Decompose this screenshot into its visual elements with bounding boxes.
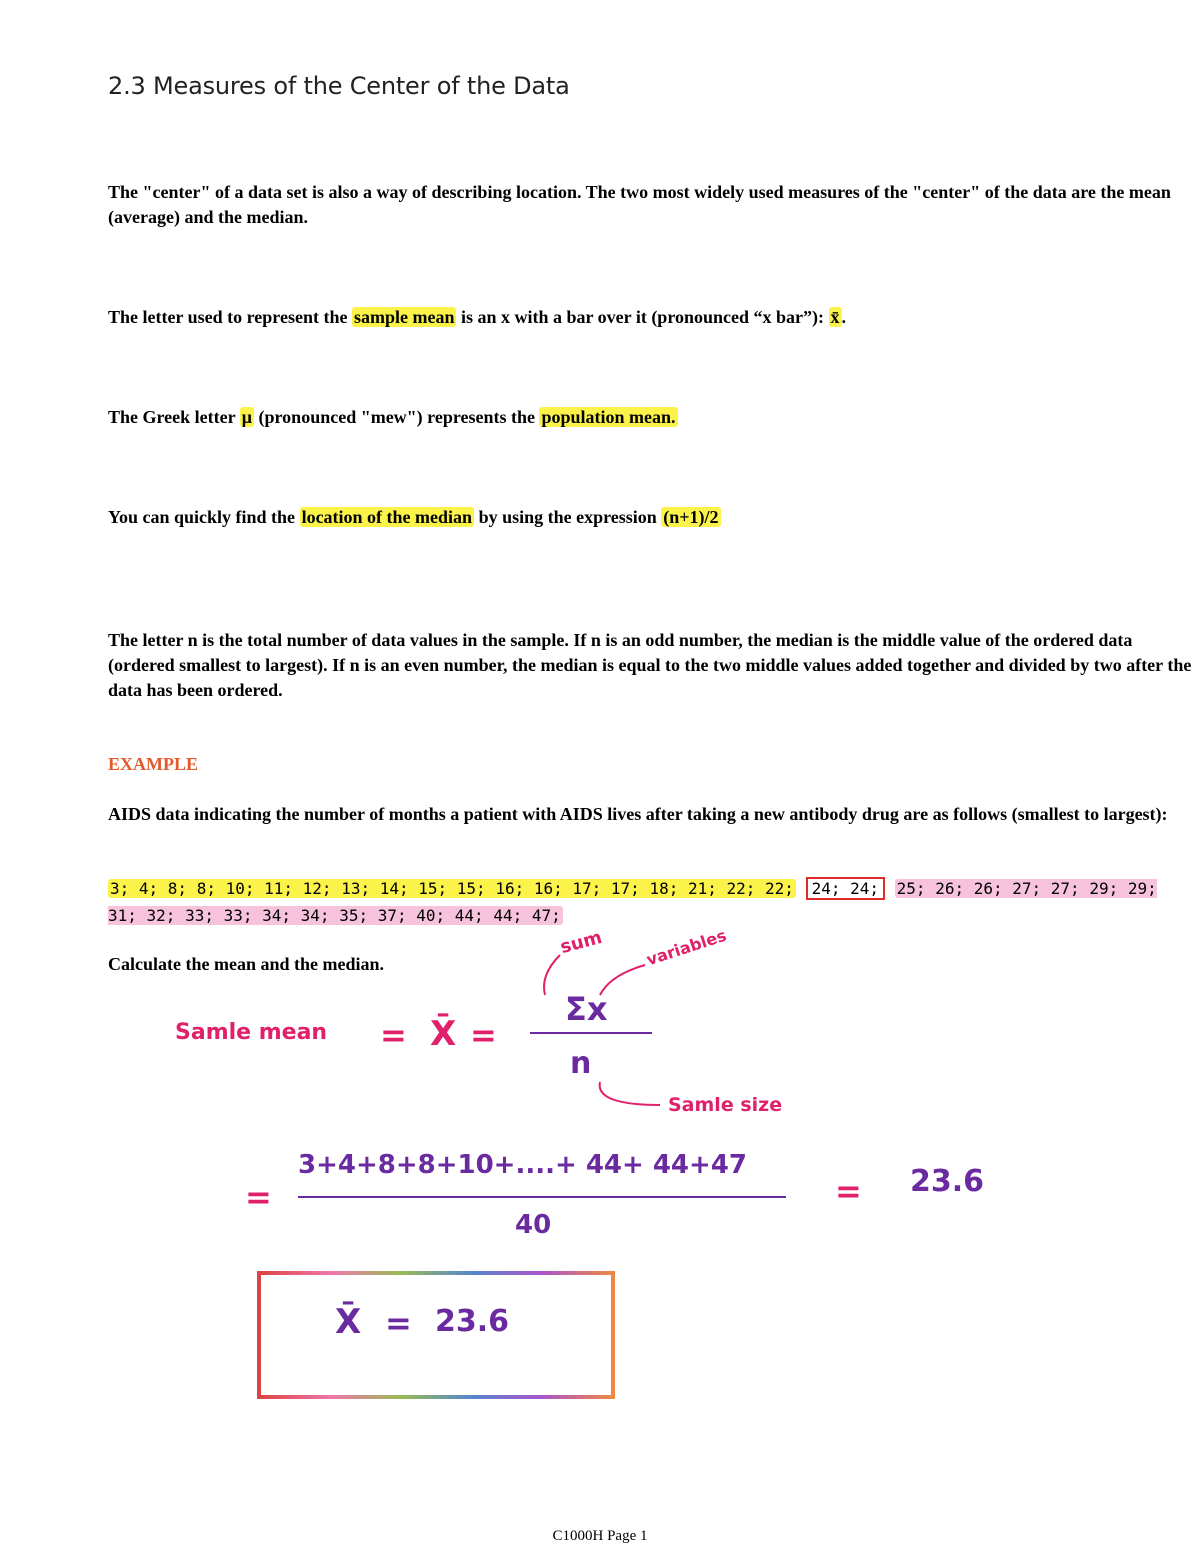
variables-label: variables [644,925,729,970]
xbar-ink: X̄ [430,1014,457,1054]
n-definition-paragraph: The letter n is the total number of data values in the sample. If n is an odd number, the median is the middle value of the ordered data (ordered smallest to largest). If n is an even number, the median is equal to the two middle values added together and divided by two after the data has been ordered. [108,630,1192,700]
example-description: AIDS data indicating the number of months a patient with AIDS lives after taking a new antibody drug are as follows (smallest to largest): [108,804,1168,824]
box-equals: = [385,1304,412,1342]
mean-result: 23.6 [910,1164,985,1199]
median-location-highlight: location of the median [301,507,473,527]
sample-mean-highlight: sample mean [353,307,455,327]
fraction-line-1 [530,1032,652,1034]
sample-size-denominator: 40 [515,1210,552,1240]
data-pink-segment: 25; 26; 26; 27; 27; 29; 29; 31; 32; 33; 33; 34; 34; 35; 37; 40; 44; 44; 47; [108,879,1157,925]
fraction-line-2 [298,1196,786,1198]
page-footer: C1000H Page 1 [552,1528,648,1544]
equals-sign-3: = [245,1178,272,1216]
mu-symbol: μ [241,407,253,427]
sample-mean-paragraph: The letter used to represent the sample mean is an x with a bar over it (pronounced “x bar”): x̄ . [108,307,846,327]
data-values [108,875,1193,929]
median-location-paragraph: You can quickly find the location of the median by using the expression (n+1)/2 [108,507,719,527]
page-title: 2.3 Measures of the Center of the Data [108,72,570,100]
sample-size-label: Samle size [668,1094,783,1116]
intro-paragraph: The "center" of a data set is also a way of describing location. The two most widely used measures of the "center" of the data are the mean (average) and the median. [108,182,1171,227]
sum-label: sum [558,926,605,959]
sum-numerator: 3+4+8+8+10+....+ 44+ 44+47 [298,1150,747,1180]
equals-sign-1: = [380,1016,407,1054]
greek-letter-paragraph: The Greek letter μ (pronounced "mew") represents the population mean. [108,407,676,427]
xbar-symbol: x̄ [830,307,840,327]
median-expression: (n+1)/2 [663,507,719,527]
sigma-x: Σx [565,990,608,1028]
sample-size-arrow [590,1080,670,1120]
box-result: 23.6 [435,1304,510,1339]
data-yellow-segment: 3; 4; 8; 8; 10; 11; 12; 13; 14; 15; 15; 16; 16; 17; 17; 18; 21; 22; 22; [110,879,794,898]
median-boxed-values: 24; 24; [806,877,885,900]
equals-sign-4: = [835,1172,862,1210]
box-xbar: X̄ [335,1302,362,1342]
calculate-prompt: Calculate the mean and the median. [108,954,384,974]
equals-sign-2: = [470,1016,497,1054]
sample-mean-label: Samle mean [175,1020,328,1045]
population-mean-highlight: population mean. [541,407,676,427]
example-heading: EXAMPLE [108,754,198,774]
n-denominator: n [570,1046,592,1081]
